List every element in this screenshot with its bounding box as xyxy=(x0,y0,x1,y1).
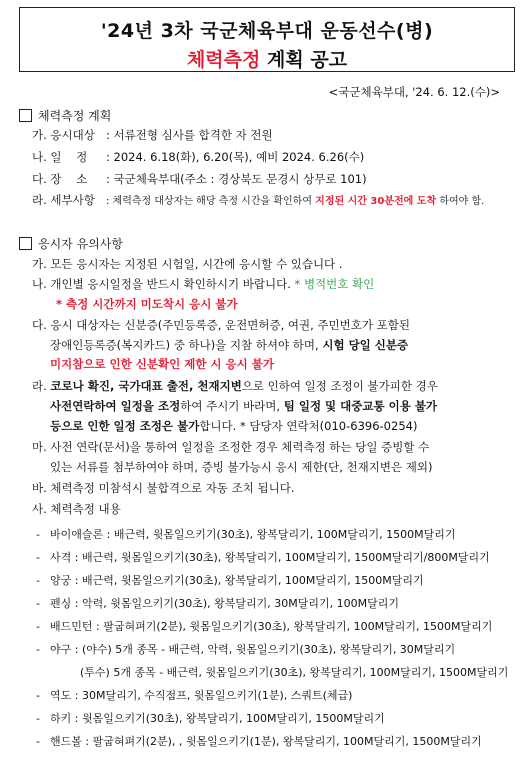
list-item: - 바이애슬론 : 배근력, 윗몸일으키기(30초), 왕복달리기, 100M달리기, 1500M달리기 xyxy=(36,528,456,541)
list-item: - 하키 : 윗몸일으키기(30초), 왕복달리기, 100M달리기, 1500M달리기 xyxy=(36,712,385,725)
title-line2 xyxy=(20,45,514,72)
notice-da-1: 다. 응시 대상자는 신분증(주민등록증, 운전면허증, 여권, 주민번호가 포함된 xyxy=(32,318,410,332)
notice-sa: 사. 체력측정 내용 xyxy=(32,502,121,516)
notice-ra-2: 사전연락하여 일정을 조정하여 주시기 바라며, 팀 일정 및 대중교통 이용 불가 xyxy=(50,399,438,413)
notice-da-2: 장애인등록증(복지카드) 중 하나)을 지참 하셔야 하며, 시험 당일 신분증 xyxy=(50,338,409,352)
list-item: - 펜싱 : 악력, 윗몸일으키기(30초), 왕복달리기, 30M달리기, 100M달리기 xyxy=(36,597,399,610)
plan-row-details: 라. 세부사항 : 체력측정 대상자는 해당 측정 시간을 확인하여 지정된 시간 30분전에 도착 하여야 함. xyxy=(32,193,485,207)
checkbox-icon xyxy=(19,109,32,122)
checkbox-icon xyxy=(19,237,32,250)
list-item: - 야구 : (야수) 5개 종목 - 배근력, 악력, 윗몸일으키기(30초), 왕복달리기, 30M달리기 xyxy=(36,643,456,656)
list-item: - 핸드볼 : 팔굽혀펴기(2분), , 윗몸일으키기(1분), 왕복달리기, 100M달리기, 1500M달리기 xyxy=(36,735,482,748)
notice-na: 나. 개인별 응시일정을 반드시 확인하시기 바랍니다. * 병적번호 확인 xyxy=(32,277,375,291)
section1-heading xyxy=(19,107,111,124)
list-item: - 배드민턴 : 팔굽혀펴기(2분), 윗몸일으키기(30초), 왕복달리기, 100M달리기, 1500M달리기 xyxy=(36,620,493,633)
notice-ba: 바. 체력측정 미참석시 불합격으로 자동 조치 됩니다. xyxy=(32,481,295,495)
publication-date: <국군체육부대, '24. 6. 12.(수)> xyxy=(328,85,500,99)
section2-heading xyxy=(19,235,123,252)
notice-ra-3: 등으로 인한 일정 조정은 불가합니다. * 담당자 연락처(010-6396-0254) xyxy=(50,419,418,433)
notice-ra-1: 라. 코로나 확진, 국가대표 출전, 천재지변으로 인하여 일정 조정이 불가피한 경우 xyxy=(32,379,438,393)
notice-na-warning: * 측정 시간까지 미도착시 응시 불가 xyxy=(56,297,238,311)
list-item: - 양궁 : 배근력, 윗몸일으키기(30초), 왕복달리기, 100M달리기, 1500M달리기 xyxy=(36,574,424,587)
list-item-continued: (투수) 5개 종목 - 배근력, 윗몸일으키기(30초), 왕복달리기, 100M달리기, 1500M달리기 xyxy=(80,666,509,679)
notice-ma-1: 마. 사전 연락(문서)을 통하여 일정을 조정한 경우 체력측정 하는 당일 증빙할 수 xyxy=(32,440,430,454)
plan-row-place: 다. 장 소 : 국군체육부대(주소 : 경상북도 문경시 상무로 101) xyxy=(32,172,367,186)
title-line1: '24년 3차 국군체육부대 운동선수(병) xyxy=(100,20,434,42)
notice-da-warning: 미지참으로 인한 신분확인 제한 시 응시 불가 xyxy=(50,357,274,371)
list-item: - 역도 : 30M달리기, 수직점프, 윗몸일으키기(1분), 스쿼트(체급) xyxy=(36,689,353,702)
plan-row-schedule: 나. 일 정 : 2024. 6.18(화), 6.20(목), 예비 2024. 6.26(수) xyxy=(32,150,365,164)
notice-ma-2: 있는 서류를 첨부하여야 하며, 증빙 불가능시 응시 제한(단, 천재지변은 제외) xyxy=(50,460,433,474)
section2-heading-text: 응시자 유의사항 xyxy=(38,237,123,251)
notice-ga: 가. 모든 응시자는 지정된 시험일, 시간에 응시할 수 있습니다 . xyxy=(32,257,343,271)
list-item: - 사격 : 배근력, 윗몸일으키기(30초), 왕복달리기, 100M달리기, 1500M달리기/800M달리기 xyxy=(36,551,490,564)
title-highlight: 체력측정 xyxy=(186,49,261,71)
section1-heading-text: 체력측정 계획 xyxy=(38,109,112,123)
title-box xyxy=(19,7,515,72)
title-rest: 계획 공고 xyxy=(260,49,348,71)
plan-row-target: 가. 응시대상 : 서류전형 심사를 합격한 자 전원 xyxy=(32,128,273,142)
